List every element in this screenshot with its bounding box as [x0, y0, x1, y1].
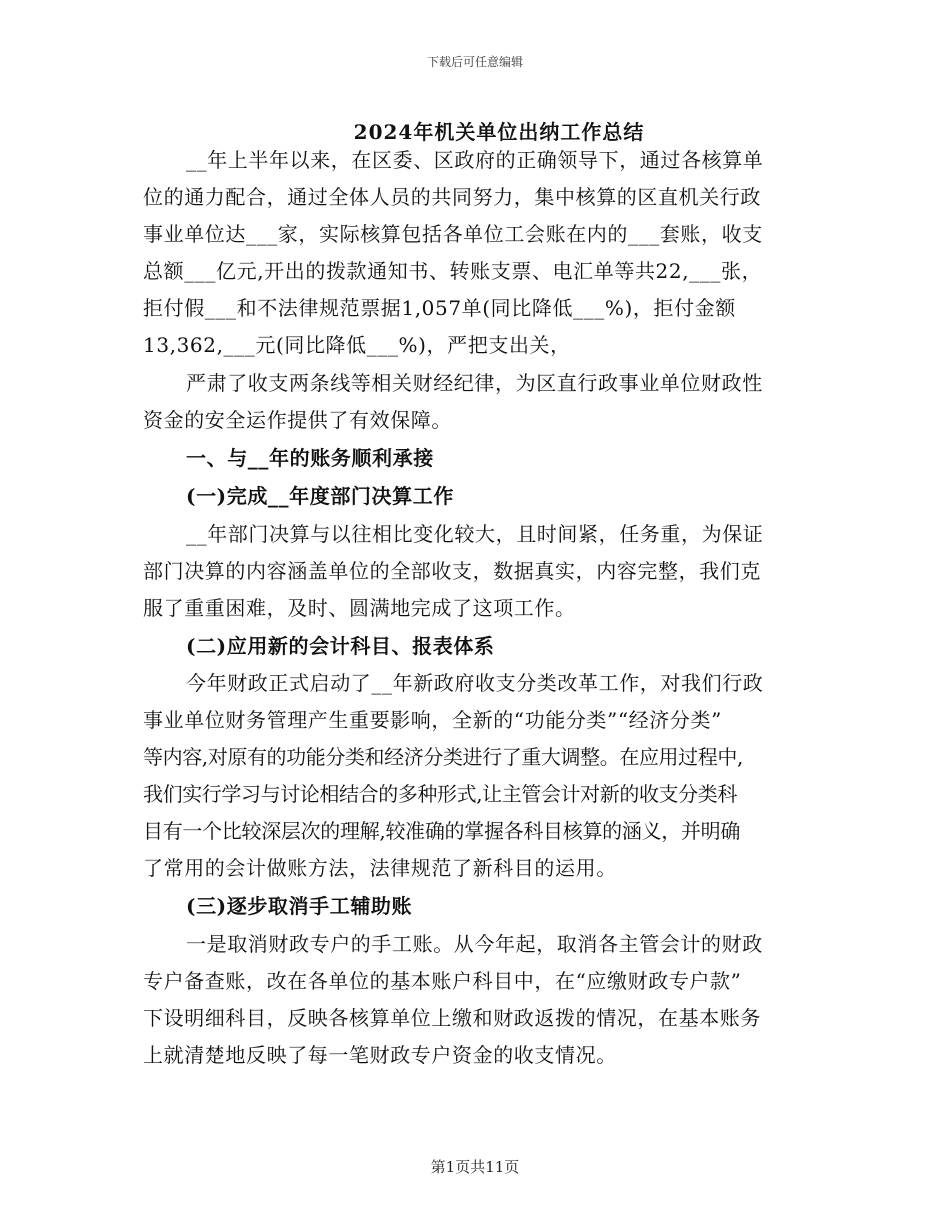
- body-line: 严肃了收支两条线等相关财经纪律，为区直行政事业单位财政性: [186, 371, 763, 395]
- body-line: 专户备查账，改在各单位的基本账户科目中，在“应缴财政专户款”: [143, 969, 742, 993]
- section-heading: 一、与__年的账务顺利承接: [186, 446, 434, 470]
- body-line: 了常用的会计做账方法，法律规范了新科目的运用。: [143, 856, 617, 880]
- header-note: 下载后可任意编辑: [426, 55, 523, 69]
- subsection-heading: (一)完成__年度部门决算工作: [186, 484, 454, 508]
- body-line: 今年财政正式启动了__年新政府收支分类改革工作，对我们行政: [186, 671, 764, 695]
- body-line: 事业单位达___家，实际核算包括各单位工会账在内的___套账，收支: [143, 222, 763, 246]
- subsection-heading: (二)应用新的会计科目、报表体系: [186, 634, 495, 658]
- body-line: 目有一个比较深层次的理解,较准确的掌握各科目核算的涵义，并明确: [143, 819, 741, 843]
- page-number: 第1页共11页: [430, 1158, 520, 1176]
- body-line: 上就清楚地反映了每一笔财政专户资金的收支情况。: [143, 1043, 617, 1067]
- body-line: 资金的安全运作提供了有效保障。: [143, 408, 452, 432]
- body-line: 部门决算的内容涵盖单位的全部收支，数据真实，内容完整，我们克: [143, 559, 761, 583]
- body-line: 拒付假___和不法律规范票据1,057单(同比降低___%)，拒付金额: [143, 296, 736, 320]
- body-line: 位的通力配合，通过全体人员的共同努力，集中核算的区直机关行政: [143, 185, 761, 209]
- body-line: 事业单位财务管理产生重要影响，全新的“功能分类”“经济分类”: [143, 708, 722, 732]
- body-line: __年部门决算与以往相比变化较大，且时间紧，任务重，为保证: [186, 522, 764, 546]
- subsection-heading: (三)逐步取消手工辅助账: [186, 894, 413, 918]
- body-line: 等内容,对原有的功能分类和经济分类进行了重大调整。在应用过程中,: [143, 745, 743, 769]
- body-line: 总额___亿元,开出的拨款通知书、转账支票、电汇单等共22,___张，: [143, 259, 763, 283]
- body-line: 一是取消财政专户的手工账。从今年起，取消各主管会计的财政: [186, 932, 763, 956]
- body-line: __年上半年以来，在区委、区政府的正确领导下，通过各核算单: [186, 148, 764, 172]
- body-line: 13,362,___元(同比降低___%)，严把支出关，: [143, 333, 571, 357]
- document-title: 2024年机关单位出纳工作总结: [353, 120, 645, 144]
- body-line: 下设明细科目，反映各核算单位上缴和财政返拨的情况，在基本账务: [143, 1006, 761, 1030]
- body-line: 服了重重困难，及时、圆满地完成了这项工作。: [143, 596, 576, 620]
- body-line: 我们实行学习与讨论相结合的多种形式,让主管会计对新的收支分类科: [143, 782, 737, 806]
